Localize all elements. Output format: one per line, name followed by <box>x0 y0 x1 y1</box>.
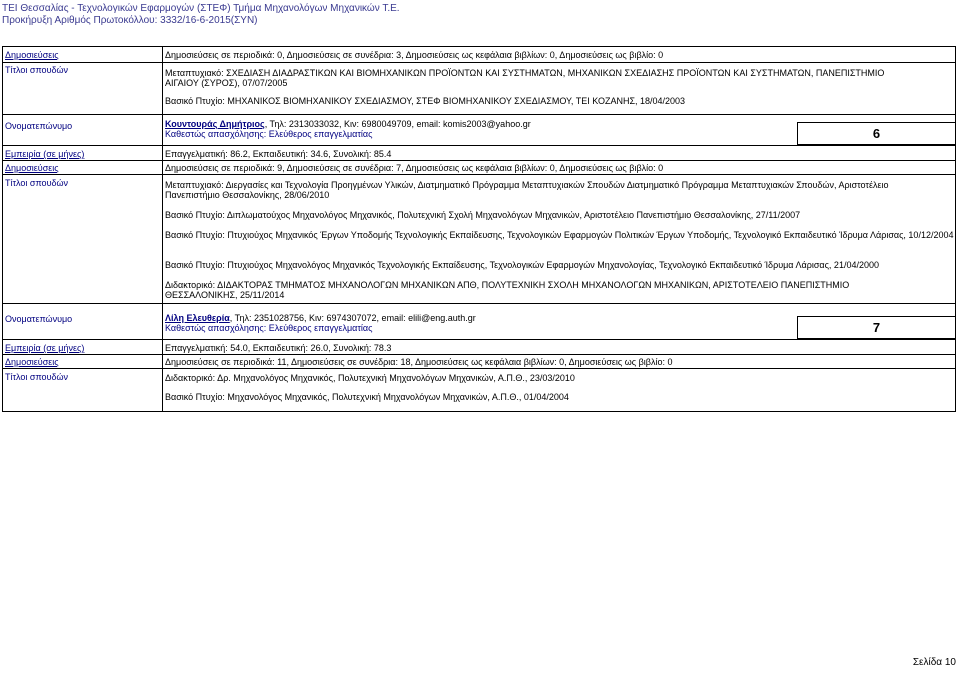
degree-item: Διδακτορικό: Δρ. Μηχανολόγος Μηχανικός, Πολυτεχνική Μηχανολόγων Μηχανικών, Α.Π.Θ., 23/03/2010 <box>165 373 575 383</box>
degree-item: Βασικό Πτυχίο: Διπλωματούχος Μηχανολόγος Μηχανικός, Πολυτεχνική Σχολή Μηχανολόγων Μηχανικών, Αριστοτέλειο Πανεπιστήμιο Θεσσαλονίκης, 27/11/2007 <box>165 210 801 220</box>
experience-value: Επαγγελματική: 86.2, Εκπαιδευτική: 34.6, Συνολική: 85.4 <box>165 149 392 159</box>
candidate-name: Κουντουράς Δημήτριος <box>165 119 265 129</box>
publications-value: Δημοσιεύσεις σε περιοδικά: 11, Δημοσιεύσεις σε συνέδρια: 18, Δημοσιεύσεις ως κεφάλαια βιβλίων: 0, Δημοσιεύσεις ως βιβλίο: 0 <box>165 357 673 367</box>
section-divider <box>3 114 955 115</box>
row-divider <box>3 339 955 340</box>
publications-value: Δημοσιεύσεις σε περιοδικά: 0, Δημοσιεύσεις σε συνέδρια: 3, Δημοσιεύσεις ως κεφάλαια βιβλίων: 0, Δημοσιεύσεις ως βιβλίο: 0 <box>165 50 664 60</box>
degrees-label: Τίτλοι σπουδών <box>5 372 69 382</box>
column-divider <box>162 47 163 411</box>
employment-status: Καθεστώς απασχόλησης: Ελεύθερος επαγγελματίας <box>165 129 373 139</box>
row-divider <box>3 368 955 369</box>
row-divider <box>3 145 955 146</box>
degree-item: Βασικό Πτυχίο: Πτυχιούχος Μηχανικός Έργων Υποδομής Τεχνολογικής Εκπαίδευσης, Τεχνολογικών Εφαρμογών Πολιτικών Έργων Υποδομής, Τεχνολογικό Εκπαιδευτικό Ίδρυμα Λάρισας, 10/12/2004 <box>165 230 954 240</box>
name-label: Ονοματεπώνυμο <box>5 121 73 131</box>
row-divider <box>3 160 955 161</box>
degree-item: Βασικό Πτυχίο: Πτυχιούχος Μηχανολόγος Μηχανικός Τεχνολογικής Εκπαίδευσης, Τεχνολογικών Εφαρμογών Μηχανολογίας, Τεχνολογικό Εκπαιδευτικό Ίδρυμα Λάρισας, 21/04/2000 <box>165 260 879 270</box>
publications-label: Δημοσιεύσεις <box>5 50 59 60</box>
degree-item: Μεταπτυχιακό: ΣΧΕΔΙΑΣΗ ΔΙΑΔΡΑΣΤΙΚΩΝ ΚΑΙ ΒΙΟΜΗΧΑΝΙΚΩΝ ΠΡΟΪΟΝΤΩΝ ΚΑΙ ΣΥΣΤΗΜΑΤΩΝ, ΜΗΧΑΝΙΚΩΝ ΣΧΕΔΙΑΣΗΣ ΠΡΟΪΟΝΤΩΝ ΚΑΙ ΣΥΣΤΗΜΑΤΩΝ, ΠΑΝΕΠΙΣΤΗΜΙΟ ΑΙΓΑΙΟΥ (ΣΥΡΟΣ), 07/07/2005 <box>165 68 885 88</box>
degree-item: Βασικό Πτυχίο: Μηχανολόγος Μηχανικός, Πολυτεχνική Μηχανολόγων Μηχανικών, Α.Π.Θ., 01/04/2004 <box>165 392 569 402</box>
experience-label: Εμπειρία (σε μήνες) <box>5 343 85 353</box>
section-divider <box>3 303 955 304</box>
candidate-name-block <box>165 313 476 333</box>
experience-label: Εμπειρία (σε μήνες) <box>5 149 85 159</box>
candidate-number: 6 <box>797 122 955 145</box>
candidate-contact: , Τηλ: 2313033032, Κιν: 6980049709, email: komis2003@yahoo.gr <box>264 119 531 129</box>
candidate-contact: , Τηλ: 2351028756, Κιν: 6974307072, email: elili@eng.auth.gr <box>229 313 476 323</box>
degree-item: Διδακτορικό: ΔΙΔΑΚΤΟΡΑΣ ΤΜΗΜΑΤΟΣ ΜΗΧΑΝΟΛΟΓΩΝ ΜΗΧΑΝΙΚΩΝ ΑΠΘ, ΠΟΛΥΤΕΧΝΙΚΗ ΣΧΟΛΗ ΜΗΧΑΝΟΛΟΓΩΝ ΜΗΧΑΝΙΚΩΝ, ΑΡΙΣΤΟΤΕΛΕΙΟ ΠΑΝΕΠΙΣΤΗΜΙΟ ΘΕΣΣΑΛΟΝΙΚΗΣ, 25/11/2014 <box>165 280 850 300</box>
name-label: Ονοματεπώνυμο <box>5 314 73 324</box>
degrees-label: Τίτλοι σπουδών <box>5 178 69 188</box>
publications-value: Δημοσιεύσεις σε περιοδικά: 9, Δημοσιεύσεις σε συνέδρια: 7, Δημοσιεύσεις ως κεφάλαια βιβλίων: 0, Δημοσιεύσεις ως βιβλίο: 0 <box>165 163 664 173</box>
employment-status: Καθεστώς απασχόλησης: Ελεύθερος επαγγελματίας <box>165 323 373 333</box>
institution-header: ΤΕΙ Θεσσαλίας - Τεχνολογικών Εφαρμογών (ΣΤΕΦ) Τμήμα Μηχανολόγων Μηχανικών Τ.Ε. <box>2 3 400 14</box>
row-divider <box>3 174 955 175</box>
experience-value: Επαγγελματική: 54.0, Εκπαιδευτική: 26.0, Συνολική: 78.3 <box>165 343 392 353</box>
publications-label: Δημοσιεύσεις <box>5 357 59 367</box>
candidates-table <box>2 46 956 412</box>
row-divider <box>3 354 955 355</box>
degree-item: Βασικό Πτυχίο: ΜΗΧΑΝΙΚΟΣ ΒΙΟΜΗΧΑΝΙΚΟΥ ΣΧΕΔΙΑΣΜΟΥ, ΣΤΕΦ ΒΙΟΜΗΧΑΝΙΚΟΥ ΣΧΕΔΙΑΣΜΟΥ, ΤΕΙ ΚΟΖΑΝΗΣ, 18/04/2003 <box>165 96 686 106</box>
degrees-label: Τίτλοι σπουδών <box>5 65 69 75</box>
row-divider <box>3 62 955 63</box>
candidate-number: 7 <box>797 316 955 339</box>
candidate-name-block <box>165 119 531 139</box>
publications-label: Δημοσιεύσεις <box>5 163 59 173</box>
page-number: Σελίδα 10 <box>912 657 956 668</box>
candidate-name: Λίλη Ελευθερία <box>165 313 230 323</box>
protocol-header: Προκήρυξη Αριθμός Πρωτοκόλλου: 3332/16-6-2015(ΣΥΝ) <box>2 15 258 26</box>
degree-item: Μεταπτυχιακό: Διεργασίες και Τεχνολογία Προηγμένων Υλικών, Διατμηματικό Πρόγραμμα Μεταπτυχιακών Σπουδών Διατμηματικό Πρόγραμμα Μεταπτυχιακών Σπουδών, Αριστοτέλειο Πανεπιστήμιο Θεσσαλονίκης, 28/06/2010 <box>165 180 889 200</box>
